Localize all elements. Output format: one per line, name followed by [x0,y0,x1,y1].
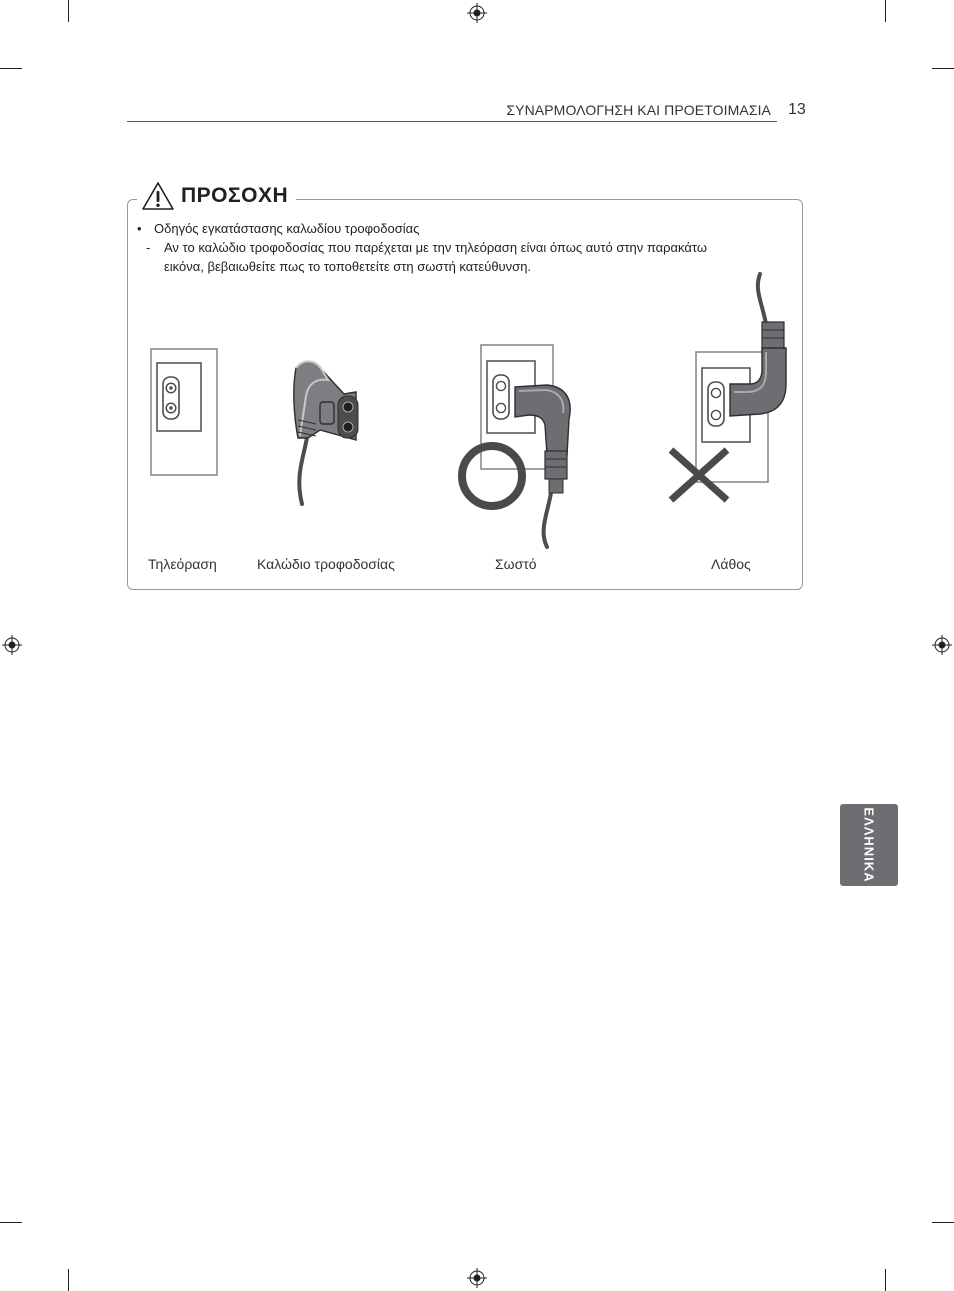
crop-mark [885,1269,886,1291]
caution-bullet-text: Οδηγός εγκατάστασης καλωδίου τροφοδοσίας [154,221,420,236]
registration-mark-icon [467,3,487,23]
header-divider [127,121,777,122]
registration-mark-icon [467,1268,487,1288]
wrong-cross-icon [667,446,731,504]
crop-mark [68,0,69,22]
section-title: ΣΥΝΑΡΜΟΛΟΓΗΣΗ ΚΑΙ ΠΡΟΕΤΟΙΜΑΣΙΑ [506,102,771,118]
crop-mark [0,68,22,69]
caution-heading [137,176,296,216]
tv-socket-illustration [148,347,222,477]
warning-icon [141,181,175,211]
page-number: 13 [788,101,806,118]
language-tab-label: ΕΛΛΗΝΙΚΑ [861,807,877,883]
caution-title: ΠΡΟΣΟΧΗ [181,184,289,207]
caution-dash-line-2: εικόνα, βεβαιωθείτε πως το τοποθετείτε στη σωστή κατεύθυνση. [164,259,532,274]
correct-circle-icon [457,441,527,511]
crop-mark [68,1269,69,1291]
registration-mark-icon [932,635,952,655]
caption-wrong: Λάθος [711,556,751,572]
power-cable-illustration [286,358,366,508]
registration-mark-icon [2,635,22,655]
caption-tv: Τηλεόραση [148,556,217,572]
crop-mark [932,1222,954,1223]
bullet-marker: • [137,221,142,236]
caption-power-cable: Καλώδιο τροφοδοσίας [257,556,395,572]
caution-dash-line-1: Αν το καλώδιο τροφοδοσίας που παρέχεται με την τηλεόραση είναι όπως αυτό στην παρακάτω [164,240,707,255]
language-tab [840,804,898,886]
crop-mark [932,68,954,69]
crop-mark [885,0,886,22]
crop-mark [0,1222,22,1223]
dash-marker: - [146,240,151,255]
caption-correct: Σωστό [495,556,537,572]
